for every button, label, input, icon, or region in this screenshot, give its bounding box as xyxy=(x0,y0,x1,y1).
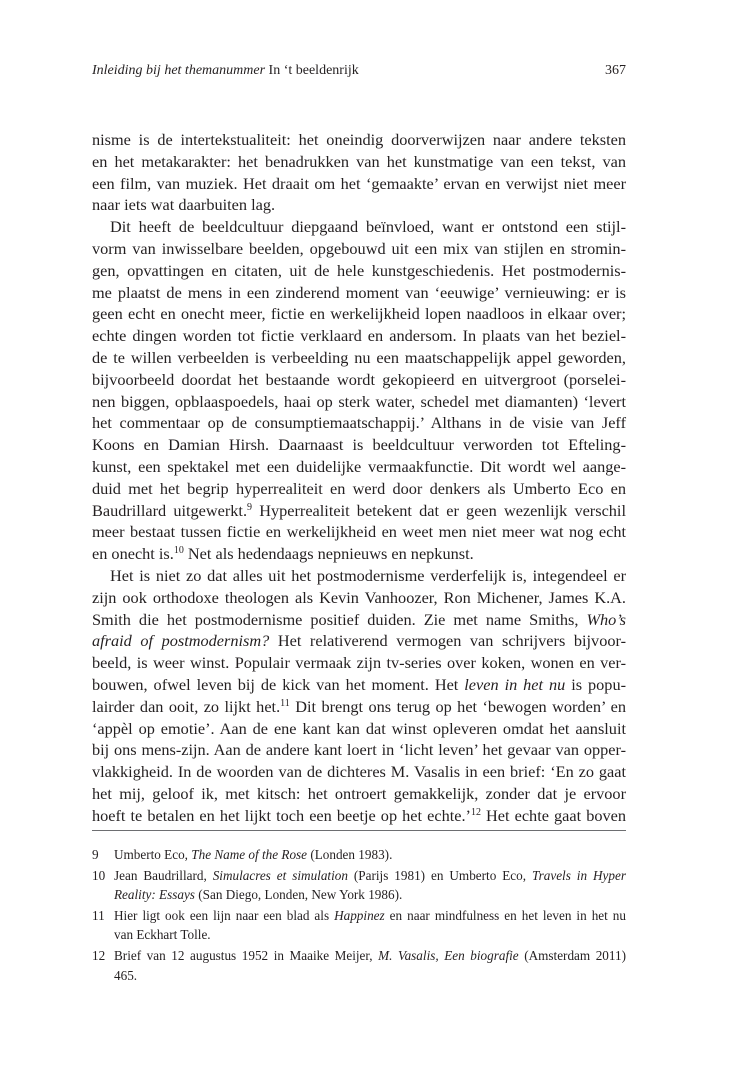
text-line xyxy=(92,805,626,827)
text-run: hoeft te betalen en het lijkt toch een beetje op het echte.’ xyxy=(92,805,471,825)
magazine-title-italic: Happinez xyxy=(334,907,385,923)
text-run: (Londen 1983). xyxy=(307,847,393,862)
text-line: Het is niet zo dat alles uit het postmodernisme verderfelijk is, integendeel er xyxy=(110,565,626,585)
text-run: lairder dan ooit, zo lijkt het. xyxy=(92,696,281,716)
text-line: Dit heeft de beeldcultuur diepgaand beïnvloed, want er ontstond een stijl- xyxy=(110,217,626,237)
header-title-italic: Inleiding bij het themanummer xyxy=(92,63,266,78)
footnote-10 xyxy=(92,866,626,905)
text-line: ‘appèl op emotie’. Aan de ene kant kan dat winst opleveren omdat het aansluit xyxy=(92,718,626,738)
text-line: geen echt en onecht meer, fictie en werkelijkheid lopen naadloos in elkaar over; xyxy=(92,304,626,324)
text-line: Koons en Damian Hirsh. Daarnaast is beeldcultuur verworden tot Efteling- xyxy=(92,435,626,455)
text-line: gen, opvattingen en citaten, uit de hele kunstgeschiedenis. Het postmodernis- xyxy=(92,260,626,280)
text-line: echte dingen worden tot fictie verklaard en andersom. In plaats van het beziel- xyxy=(92,326,626,346)
text-line xyxy=(92,543,626,565)
book-title-italic: Who’s xyxy=(586,609,626,629)
text-line: vlakkigheid. In de woorden van de dichteres M. Vasalis in een brief: ‘En zo gaat xyxy=(92,762,626,782)
text-run: Jean Baudrillard, xyxy=(114,867,213,883)
text-line: het mij, geloof ik, met kitsch: het ontroert gemakkelijk, zonder dat je ervoor xyxy=(92,783,626,803)
footnote-divider xyxy=(92,830,626,831)
footnote-line xyxy=(114,845,626,865)
text-run: Baudrillard uitgewerkt. xyxy=(92,500,248,520)
text-run: (Amsterdam 2011) xyxy=(518,947,626,963)
book-title-italic: M. Vasalis, Een biografie xyxy=(378,947,519,963)
text-line: me plaatst de mens in een zinderend moment van ‘eeuwige’ vernieuwing: er is xyxy=(92,282,626,302)
text-line xyxy=(92,630,626,652)
book-title-italic: afraid of postmodernism? xyxy=(92,631,270,651)
text-run: Net als hedendaags nepnieuws en nepkunst. xyxy=(183,544,474,564)
paragraph-2 xyxy=(92,216,626,565)
text-run: (San Diego, Londen, New York 1986). xyxy=(194,887,403,903)
text-run: Smith die het postmodernisme positief duiden. Zie met name Smiths, xyxy=(92,609,587,629)
text-line: naar iets wat daarbuiten lag. xyxy=(92,195,276,215)
footnote-ref-12[interactable]: 12 xyxy=(470,806,481,818)
running-header xyxy=(92,62,626,80)
book-title-italic: Simulacres et simulation xyxy=(212,867,348,883)
footnotes xyxy=(92,845,626,986)
footnote-11 xyxy=(92,906,626,945)
text-line: de te willen verbeelden is verbeelding nu een maatschappelijk appel geworden, xyxy=(92,347,626,367)
footnote-ref-11[interactable]: 11 xyxy=(280,697,290,709)
footnote-number: 10 xyxy=(92,867,106,883)
text-line: vorm van inwisselbare beelden, opgebouwd uit een mix van stijlen en stromin- xyxy=(92,238,626,258)
text-run: bouwen, ofwel leven bij de kick van het moment. Het xyxy=(92,674,465,694)
text-line xyxy=(92,674,626,696)
footnote-9 xyxy=(92,845,626,865)
page-number: 367 xyxy=(605,63,626,78)
body-text xyxy=(92,129,626,827)
text-line: nisme is de intertekstualiteit: het oneindig doorverwijzen naar andere teksten xyxy=(92,130,626,149)
text-line: het commentaar op de consumptiemaatschappij.’ Althans in de visie van Jeff xyxy=(92,413,626,433)
header-title-rest: In ‘t beeldenrijk xyxy=(265,63,359,78)
footnote-line: van Eckhart Tolle. xyxy=(114,927,211,943)
text-line: beeld, is weer winst. Populair vermaak zijn tv-series over koken, wonen en ver- xyxy=(92,653,626,673)
text-line xyxy=(92,500,626,522)
footnote-number: 9 xyxy=(92,847,99,862)
text-line: nen biggen, opblaaspoedels, haai op sterk water, schedel met diamanten) ‘levert xyxy=(92,391,626,411)
footnote-line xyxy=(114,946,626,966)
text-line: een film, van muziek. Het draait om het ‘gemaakte’ ervan en verwijst niet meer xyxy=(92,173,626,193)
text-run: Het relativerend vermogen van schrijvers bijvoor- xyxy=(269,631,626,651)
paragraph-1 xyxy=(92,129,626,216)
text-run: Dit brengt ons terug op het ‘bewogen worden’ en xyxy=(289,696,626,716)
text-run: (Parijs 1981) en Umberto Eco, xyxy=(347,867,533,883)
text-line: bij ons mens-zijn. Aan de andere kant loert in ‘licht leven’ het gevaar van opper- xyxy=(92,740,626,760)
book-title-italic: The Name of the Rose xyxy=(191,847,308,862)
footnote-number: 12 xyxy=(92,947,106,963)
text-run: Het echte gaat boven xyxy=(480,805,626,825)
paragraph-3 xyxy=(92,565,626,827)
footnote-line xyxy=(114,885,626,905)
text-line: kunst, een spektakel met een duidelijke vermaakfunctie. Dit wordt wel aange- xyxy=(92,456,626,476)
footnote-ref-10[interactable]: 10 xyxy=(173,545,184,557)
text-run: en naar mindfulness en het leven in het nu xyxy=(384,907,626,923)
text-line: zijn ook orthodoxe theologen als Kevin Vanhoozer, Ron Michener, James K.A. xyxy=(92,587,626,607)
text-run: Hyperrealiteit betekent dat er geen wezenlijk verschil xyxy=(252,500,626,520)
text-line: bijvoorbeeld doordat het bestaande wordt gekopieerd en uitvergroot (porselei- xyxy=(92,369,626,389)
text-line: en het metakarakter: het benadrukken van het kunstmatige van een tekst, van xyxy=(92,151,626,171)
text-line xyxy=(92,609,626,631)
footnote-12 xyxy=(92,946,626,985)
footnote-line xyxy=(114,906,626,926)
book-title-italic: Reality: Essays xyxy=(114,887,195,903)
text-run: Umberto Eco, xyxy=(114,847,192,862)
text-run: en onecht is. xyxy=(92,544,174,564)
text-line: meer bestaat tussen fictie en werkelijkheid en weet men niet meer wat nog echt xyxy=(92,522,626,542)
footnote-line xyxy=(114,866,626,886)
footnote-number: 11 xyxy=(92,907,105,923)
text-run: Brief van 12 augustus 1952 in Maaike Meijer, xyxy=(114,947,379,963)
footnote-ref-9[interactable]: 9 xyxy=(247,501,253,513)
footnote-line: 465. xyxy=(114,967,138,983)
book-title-italic: Travels in Hyper xyxy=(532,867,626,883)
text-run: Hier ligt ook een lijn naar een blad als xyxy=(114,907,335,923)
text-run: is popu- xyxy=(565,674,627,694)
text-line xyxy=(92,696,626,718)
emphasis-italic: leven in het nu xyxy=(464,674,566,694)
text-line: duid met het begrip hyperrealiteit en werd door denkers als Umberto Eco en xyxy=(92,478,626,498)
